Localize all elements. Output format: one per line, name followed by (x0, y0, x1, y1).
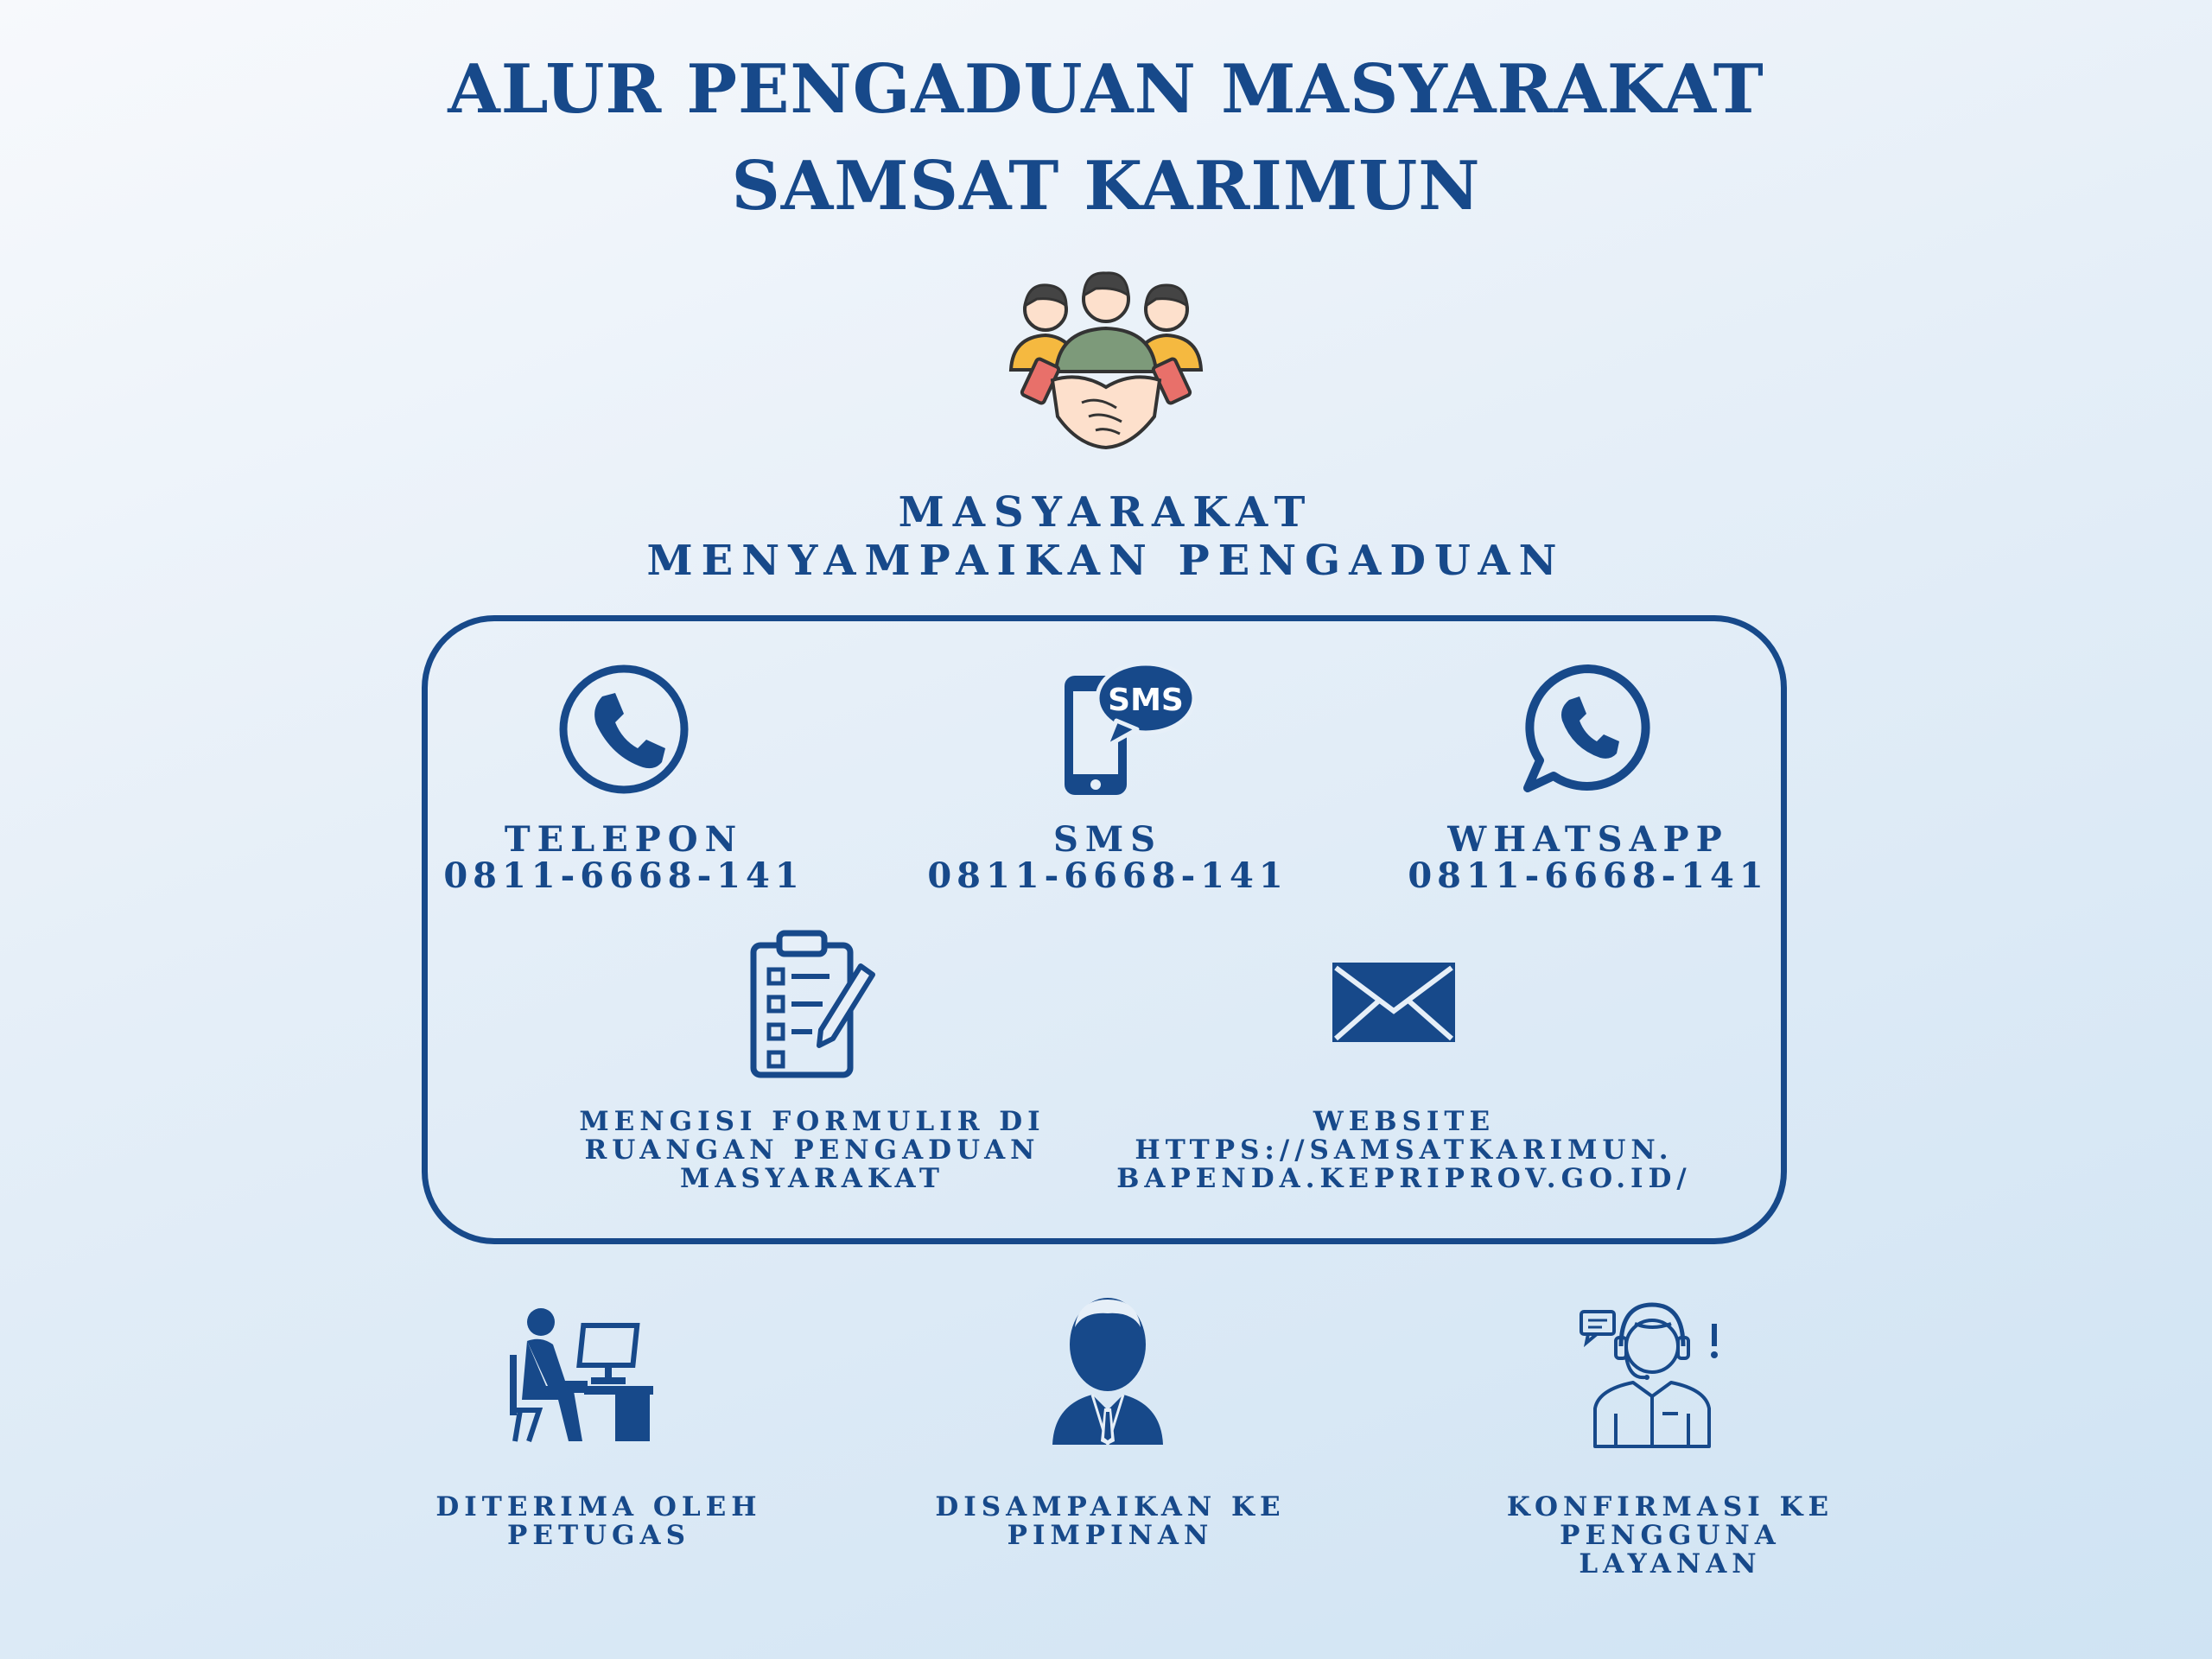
website-line-2[interactable]: HTTPS://SAMSATKARIMUN. (1135, 1135, 1674, 1166)
step-2-line-1: DISAMPAIKAN KE (935, 1491, 1286, 1522)
channel-name-telepon: TELEPON (504, 819, 744, 860)
step-3-line-2: PENGGUNA (1560, 1520, 1781, 1551)
whatsapp-icon (1519, 658, 1657, 797)
sms-phone-icon (1049, 657, 1196, 804)
website-text (1071, 1108, 1737, 1193)
channel-number-telepon: 0811-6668-141 (443, 855, 804, 896)
channel-name-whatsapp: WHATSAPP (1447, 819, 1729, 860)
envelope-icon (1331, 961, 1457, 1044)
subtitle (0, 488, 2212, 585)
title-line-2: SAMSAT KARIMUN (731, 147, 1481, 226)
step-3-line-1: KONFIRMASI KE (1506, 1491, 1834, 1522)
step-1-line-2: PETUGAS (507, 1520, 690, 1551)
phone-icon (555, 660, 693, 798)
form-text (536, 1108, 1089, 1193)
form-line-3: MASYARAKAT (680, 1163, 944, 1194)
customer-service-icon (1578, 1293, 1725, 1448)
clipboard-form-icon (743, 928, 881, 1080)
step-3-line-3: LAYANAN (1579, 1548, 1762, 1580)
step-1-line-1: DITERIMA OLEH (435, 1491, 762, 1522)
step-text-disampaikan (874, 1493, 1346, 1550)
subtitle-line-2: MENYAMPAIKAN PENGADUAN (646, 537, 1566, 585)
leader-icon (1049, 1293, 1166, 1445)
form-line-2: RUANGAN PENGADUAN (584, 1135, 1040, 1166)
step-2-line-2: PIMPINAN (1007, 1520, 1214, 1551)
form-line-1: MENGISI FORMULIR DI (579, 1106, 1046, 1137)
step-text-konfirmasi (1434, 1493, 1906, 1579)
subtitle-line-1: MASYARAKAT (898, 488, 1314, 537)
page-title (0, 41, 2212, 235)
channel-number-whatsapp: 0811-6668-141 (1408, 855, 1769, 896)
title-line-1: ALUR PENGADUAN MASYARAKAT (448, 50, 1764, 129)
officer-at-desk-icon (508, 1303, 655, 1443)
step-text-diterima (363, 1493, 835, 1550)
people-handshake-icon (1002, 268, 1210, 458)
website-line-3[interactable]: BAPENDA.KEPRIPROV.GO.ID/ (1116, 1163, 1692, 1194)
sms-badge-text: SMS (1108, 683, 1184, 718)
channel-number-sms: 0811-6668-141 (927, 855, 1288, 896)
channel-name-sms: SMS (1052, 819, 1163, 860)
website-line-1: WEBSITE (1313, 1106, 1496, 1137)
